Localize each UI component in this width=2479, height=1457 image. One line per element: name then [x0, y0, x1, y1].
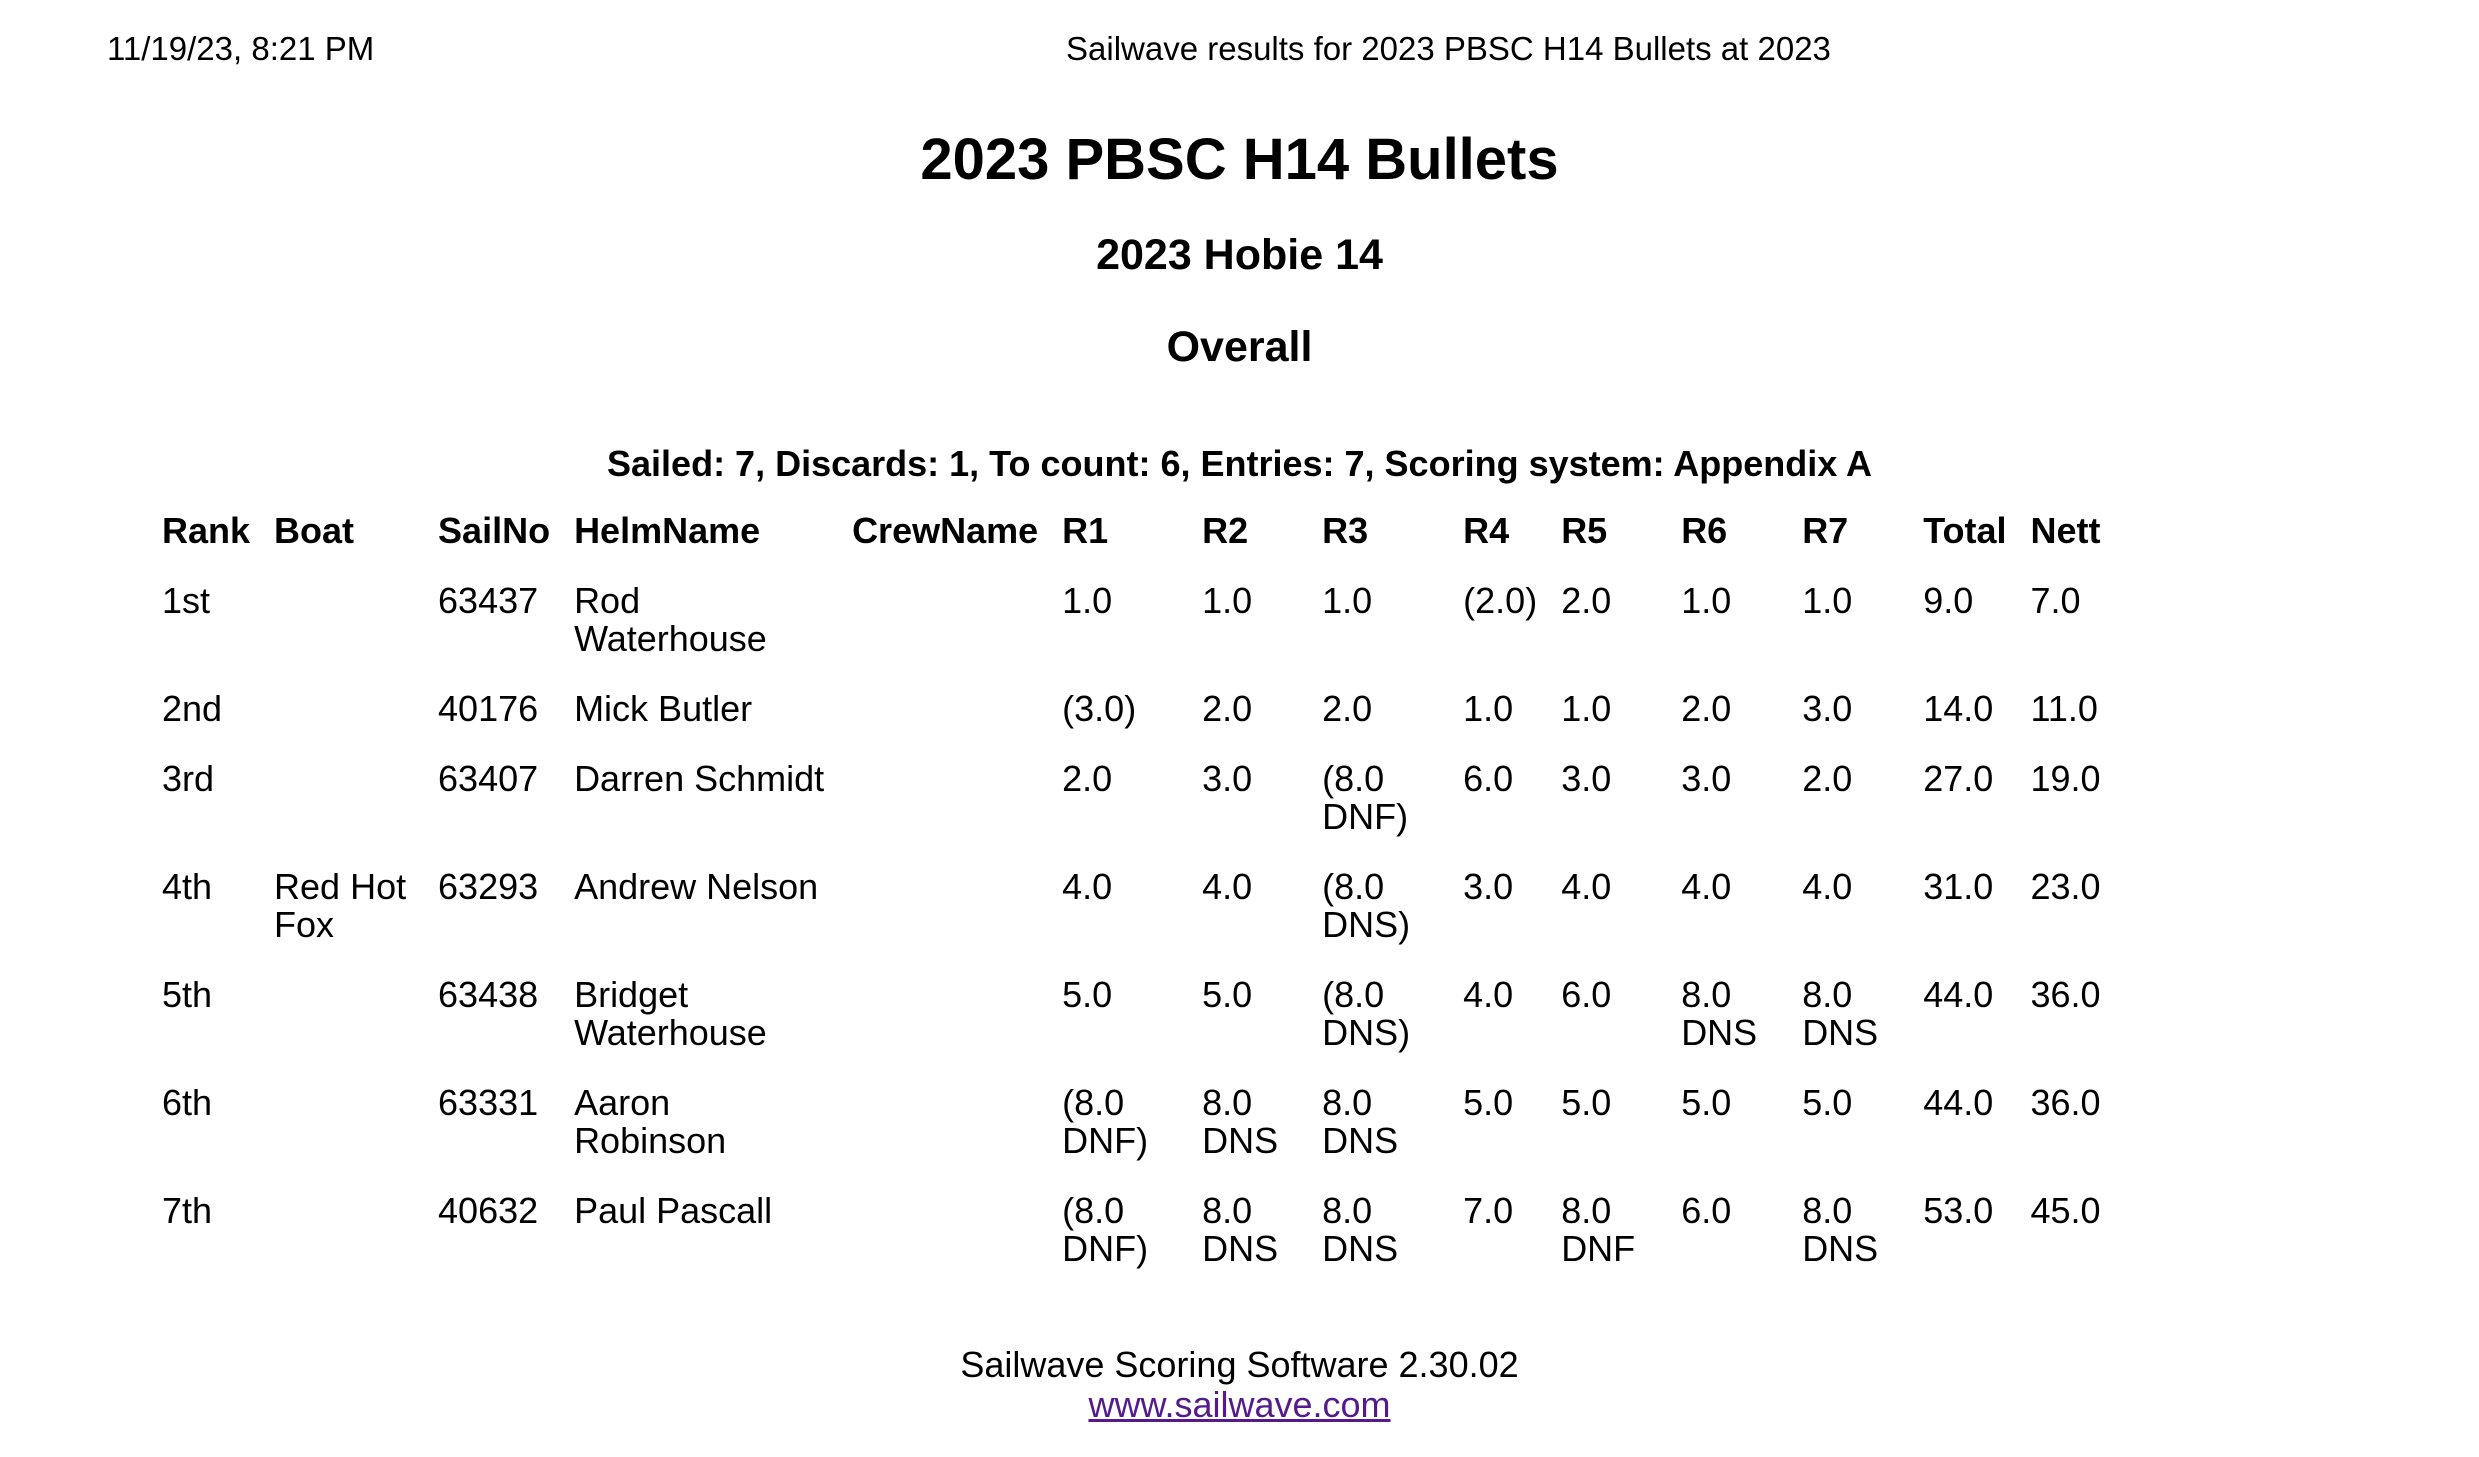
r4-cell: 3.0: [1463, 866, 1514, 907]
column-header-r7: R7: [1802, 510, 1849, 551]
r6-cell: 8.0 DNS: [1681, 974, 1758, 1053]
r1-cell: (8.0 DNF): [1062, 1082, 1149, 1161]
r1-cell: 1.0: [1062, 580, 1113, 621]
sailno-cell: 63438: [438, 974, 539, 1015]
nett-cell: 19.0: [2030, 758, 2101, 799]
column-header-r1: R1: [1062, 510, 1109, 551]
boat-cell: Red Hot Fox: [274, 866, 407, 945]
helmname-cell: Darren Schmidt: [574, 758, 825, 799]
column-header-r3: R3: [1322, 510, 1369, 551]
column-header-total: Total: [1923, 510, 2007, 551]
boat-cell: [262, 1084, 426, 1192]
crewname-cell: [840, 690, 1050, 760]
r7-cell: 8.0 DNS: [1802, 1190, 1879, 1269]
r2-cell: 1.0: [1202, 580, 1253, 621]
r6-cell: 1.0: [1681, 580, 1732, 621]
nett-cell: 7.0: [2030, 580, 2081, 621]
sailno-cell: 63407: [438, 758, 539, 799]
r4-cell: 4.0: [1463, 974, 1514, 1015]
sailno-cell: 40176: [438, 688, 539, 729]
table-row: [150, 976, 2113, 1084]
r2-cell: 4.0: [1202, 866, 1253, 907]
r1-cell: (3.0): [1062, 688, 1137, 729]
column-header-nett: Nett: [2030, 510, 2101, 551]
total-cell: 31.0: [1923, 866, 1994, 907]
helmname-cell: Paul Pascall: [574, 1190, 773, 1231]
column-header-r2: R2: [1202, 510, 1249, 551]
series-summary: Sailed: 7, Discards: 1, To count: 6, Entries: 7, Scoring system: Appendix A: [607, 443, 1872, 484]
rank-cell: 2nd: [162, 688, 223, 729]
boat-cell: [262, 582, 426, 690]
column-header-r5: R5: [1561, 510, 1608, 551]
r1-cell: 5.0: [1062, 974, 1113, 1015]
r6-cell: 6.0: [1681, 1190, 1732, 1231]
r7-cell: 5.0: [1802, 1082, 1853, 1123]
table-row: [150, 1084, 2113, 1192]
crewname-cell: [840, 976, 1050, 1084]
r3-cell: (8.0 DNF): [1322, 758, 1409, 837]
results-table: [150, 512, 2113, 1300]
r2-cell: 8.0 DNS: [1202, 1082, 1279, 1161]
r5-cell: 5.0: [1561, 1082, 1612, 1123]
total-cell: 14.0: [1923, 688, 1994, 729]
series-title: Overall: [1166, 323, 1313, 371]
table-header-row: [150, 512, 2113, 582]
rank-cell: 5th: [162, 974, 213, 1015]
r4-cell: 6.0: [1463, 758, 1514, 799]
r7-cell: 4.0: [1802, 866, 1853, 907]
crewname-cell: [840, 760, 1050, 868]
r6-cell: 3.0: [1681, 758, 1732, 799]
r6-cell: 4.0: [1681, 866, 1732, 907]
table-row: [150, 760, 2113, 868]
r1-cell: 2.0: [1062, 758, 1113, 799]
r3-cell: 8.0 DNS: [1322, 1190, 1399, 1269]
r2-cell: 8.0 DNS: [1202, 1190, 1279, 1269]
r6-cell: 2.0: [1681, 688, 1732, 729]
nett-cell: 45.0: [2030, 1190, 2101, 1231]
r7-cell: 2.0: [1802, 758, 1853, 799]
column-header-sailno: SailNo: [438, 510, 551, 551]
total-cell: 44.0: [1923, 1082, 1994, 1123]
nett-cell: 23.0: [2030, 866, 2101, 907]
r3-cell: (8.0 DNS): [1322, 866, 1411, 945]
table-row: [150, 690, 2113, 760]
helmname-cell: Bridget Waterhouse: [574, 974, 767, 1053]
r4-cell: 1.0: [1463, 688, 1514, 729]
rank-cell: 7th: [162, 1190, 213, 1231]
page-footer: [0, 1345, 2479, 1425]
helmname-cell: Aaron Robinson: [574, 1082, 727, 1161]
total-cell: 53.0: [1923, 1190, 1994, 1231]
r3-cell: 2.0: [1322, 688, 1373, 729]
boat-cell: [262, 760, 426, 868]
total-cell: 27.0: [1923, 758, 1994, 799]
column-header-r6: R6: [1681, 510, 1728, 551]
r5-cell: 2.0: [1561, 580, 1612, 621]
event-title: 2023 PBSC H14 Bullets: [920, 127, 1559, 192]
table-row: [150, 582, 2113, 690]
crewname-cell: [840, 1192, 1050, 1300]
r3-cell: 1.0: [1322, 580, 1373, 621]
nett-cell: 36.0: [2030, 1082, 2101, 1123]
r4-cell: (2.0): [1463, 580, 1538, 621]
crewname-cell: [840, 868, 1050, 976]
r5-cell: 8.0 DNF: [1561, 1190, 1636, 1269]
nett-cell: 11.0: [2030, 688, 2098, 729]
sailno-cell: 63331: [438, 1082, 539, 1123]
r7-cell: 3.0: [1802, 688, 1853, 729]
rank-cell: 4th: [162, 866, 213, 907]
r5-cell: 1.0: [1561, 688, 1612, 729]
total-cell: 9.0: [1923, 580, 1974, 621]
rank-cell: 1st: [162, 580, 211, 621]
total-cell: 44.0: [1923, 974, 1994, 1015]
r1-cell: (8.0 DNF): [1062, 1190, 1149, 1269]
rank-cell: 6th: [162, 1082, 213, 1123]
rank-cell: 3rd: [162, 758, 215, 799]
crewname-cell: [840, 1084, 1050, 1192]
sailno-cell: 63437: [438, 580, 539, 621]
r4-cell: 7.0: [1463, 1190, 1514, 1231]
title-block: [0, 120, 2479, 377]
r7-cell: 8.0 DNS: [1802, 974, 1879, 1053]
column-header-rank: Rank: [162, 510, 251, 551]
table-row: [150, 1192, 2113, 1300]
r3-cell: (8.0 DNS): [1322, 974, 1411, 1053]
r2-cell: 3.0: [1202, 758, 1253, 799]
print-page-title: Sailwave results for 2023 PBSC H14 Bullets at 2023: [1066, 30, 1831, 67]
boat-cell: [262, 1192, 426, 1300]
r6-cell: 5.0: [1681, 1082, 1732, 1123]
crewname-cell: [840, 582, 1050, 690]
boat-cell: [262, 976, 426, 1084]
column-header-crewname: CrewName: [852, 510, 1039, 551]
software-credit: Sailwave Scoring Software 2.30.02: [960, 1344, 1519, 1385]
helmname-cell: Mick Butler: [574, 688, 753, 729]
r4-cell: 5.0: [1463, 1082, 1514, 1123]
sailno-cell: 63293: [438, 866, 539, 907]
class-title: 2023 Hobie 14: [1096, 231, 1383, 279]
r5-cell: 4.0: [1561, 866, 1612, 907]
print-datetime: 11/19/23, 8:21 PM: [107, 30, 375, 67]
nett-cell: 36.0: [2030, 974, 2101, 1015]
sailno-cell: 40632: [438, 1190, 539, 1231]
sailwave-link[interactable]: www.sailwave.com: [1088, 1384, 1391, 1425]
r5-cell: 6.0: [1561, 974, 1612, 1015]
r1-cell: 4.0: [1062, 866, 1113, 907]
r3-cell: 8.0 DNS: [1322, 1082, 1399, 1161]
helmname-cell: Rod Waterhouse: [574, 580, 767, 659]
r5-cell: 3.0: [1561, 758, 1612, 799]
helmname-cell: Andrew Nelson: [574, 866, 819, 907]
r2-cell: 5.0: [1202, 974, 1253, 1015]
column-header-helmname: HelmName: [574, 510, 761, 551]
table-row: [150, 868, 2113, 976]
column-header-boat: Boat: [274, 510, 355, 551]
r2-cell: 2.0: [1202, 688, 1253, 729]
boat-cell: [262, 690, 426, 760]
r7-cell: 1.0: [1802, 580, 1853, 621]
print-header: [0, 30, 2479, 74]
column-header-r4: R4: [1463, 510, 1510, 551]
